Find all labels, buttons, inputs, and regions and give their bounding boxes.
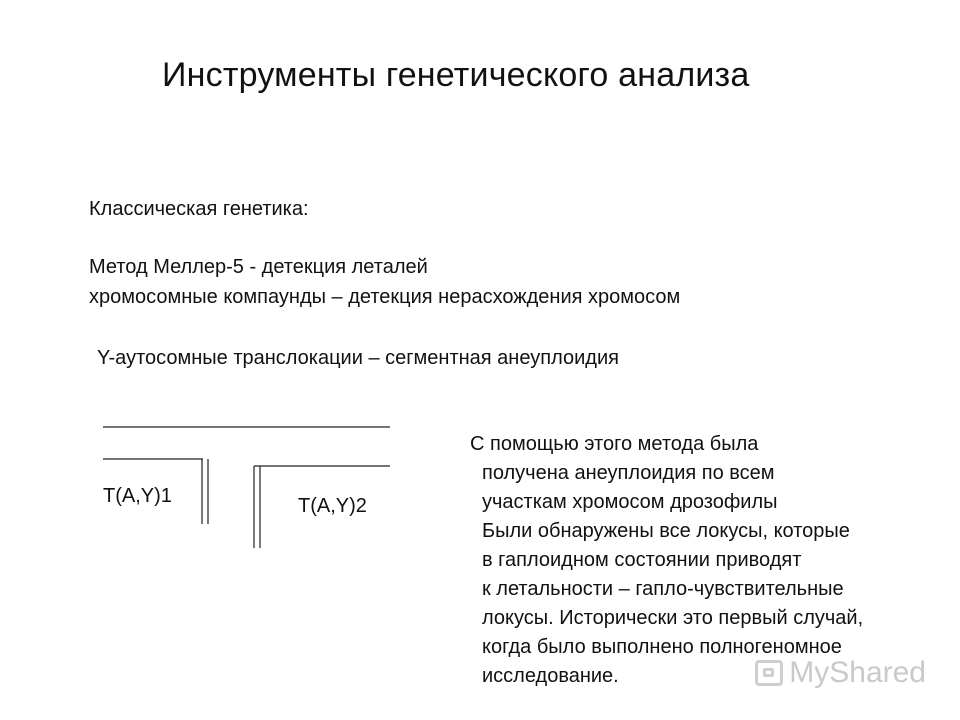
watermark-text: MyShared <box>789 656 926 689</box>
compound-chromosomes-line: хромосомные компаунды – детекция нерасхождения хромосом <box>89 286 681 308</box>
paragraph-line: участкам хромосом дрозофилы <box>482 491 778 513</box>
translocation-label-2: T(A,Y)2 <box>298 495 367 517</box>
paragraph-line: получена анеуплоидия по всем <box>482 462 775 484</box>
paragraph-line: Были обнаружены все локусы, которые <box>482 520 850 542</box>
watermark-logo-icon <box>755 660 783 686</box>
y-autosome-translocations-line: Y-аутосомные транслокации – сегментная анеуплоидия <box>97 347 619 369</box>
slide-title: Инструменты генетического анализа <box>162 56 750 94</box>
muller5-method-line: Метод Меллер-5 - детекция леталей <box>89 256 428 278</box>
classic-genetics-heading: Классическая генетика: <box>89 198 309 220</box>
paragraph-line: локусы. Исторически это первый случай, <box>482 607 864 629</box>
paragraph-line: в гаплоидном состоянии приводят <box>482 549 802 571</box>
paragraph-line: исследование. <box>482 665 619 687</box>
paragraph-line: к летальности – гапло-чувствительные <box>482 578 844 600</box>
paragraph-line: когда было выполнено полногеномное <box>482 636 842 658</box>
translocation-label-1: T(A,Y)1 <box>103 485 172 507</box>
paragraph-line: С помощью этого метода была <box>470 433 759 455</box>
description-paragraph <box>470 430 863 691</box>
watermark <box>755 656 926 690</box>
